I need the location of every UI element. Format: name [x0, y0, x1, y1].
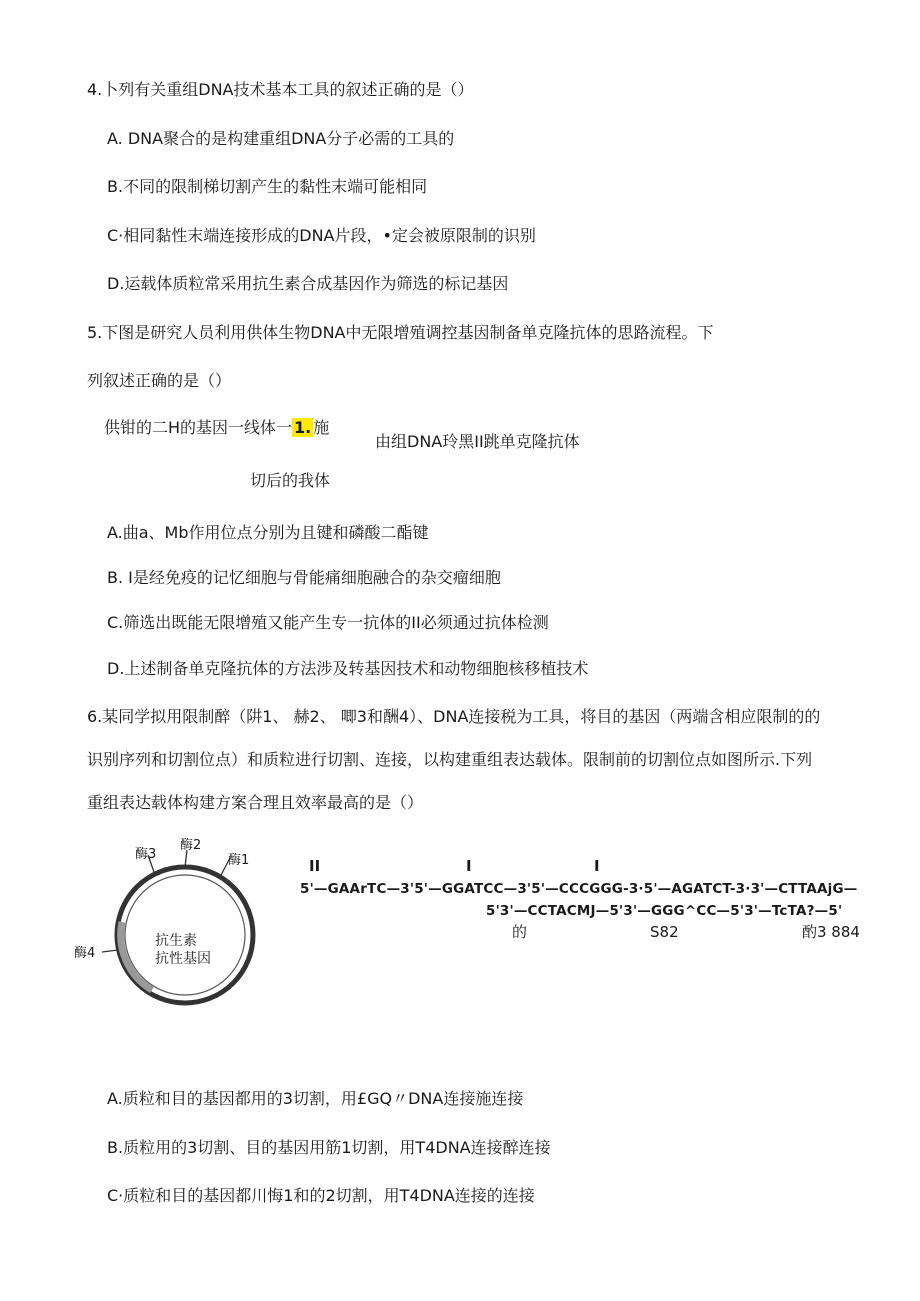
enzyme4-label: 酶4: [74, 946, 96, 961]
enzyme4-site-line: [102, 950, 118, 952]
q6-option-a: A.质粒和目的基因都用的3切割，用£GQ〃DNA连接施连接: [107, 1089, 524, 1108]
q5-option-a: A.曲a、Mb作用位点分别为且键和磷酸二酯键: [107, 523, 429, 542]
q6-stem-line2: 识别序列和切割位点）和质粒进行切割、连接，以构建重组表达载体。限制前的切割位点如图所示.下列: [87, 750, 813, 769]
sequence-label-1: 的: [512, 923, 528, 941]
q5-flow-bottom: 切后的我体: [250, 471, 331, 490]
q6-stem-line1: 6.某同学拟用限制醉（阱1、 赫2、 唧3和酬4）、DNA连接税为工具，将目的基因（两端含相应限制的的: [87, 707, 821, 726]
q6-option-b: B.质粒用的3切割、目的基因用筋1切割，用T4DNA连接醉连接: [107, 1138, 551, 1157]
enzyme2-label: 酶2: [180, 838, 202, 853]
q6-stem-line3: 重组表达载体构建方案合理且效率最高的是（）: [87, 793, 424, 812]
q4-option-a: A. DNA聚合的是构建重组DNA分子必需的工具的: [107, 129, 455, 148]
q5-option-c: C.筛选出既能无限增殖又能产生专一抗体的II必须通过抗体检测: [107, 613, 549, 632]
gene-label-2: 抗性基因: [155, 951, 211, 967]
q4-option-b: B.不同的限制梯切割产生的黏性末端可能相同: [107, 177, 428, 196]
q5-flow-left: [104, 418, 329, 438]
q5-flow-after-highlight: 施: [313, 418, 330, 437]
q6-option-c: C·质粒和目的基因都川悔1和的2切割，用T4DNA连接的连接: [107, 1186, 535, 1205]
q4-option-d: D.运载体质粒常采用抗生素合成基因作为筛选的标记基因: [107, 274, 509, 293]
q4-option-c: C·相同黏性末端连接形成的DNA片段，•定会被原限制的识别: [107, 226, 536, 245]
q5-option-d: D.上述制备单克隆抗体的方法涉及转基因技术和动物细胞核移植技术: [107, 659, 589, 678]
sequence-label-2: S82: [650, 923, 679, 941]
q5-flow-left-text: 供钳的二H的基因一线体一: [104, 418, 293, 437]
enzyme3-label: 酶3: [135, 847, 157, 862]
q5-stem-line2: 列叙述正确的是（）: [87, 371, 232, 390]
q5-flow-right: 由组DNA玲黑II跳单克隆抗体: [375, 432, 580, 451]
marker-3: I: [594, 857, 600, 875]
gene-label-1: 抗生素: [155, 933, 197, 949]
sequence-label-3: 酌3 884: [802, 923, 860, 941]
q5-stem-line1: 5.下图是研究人员利用供体生物DNA中无限增殖调控基因制备单克隆抗体的思路流程。下: [87, 323, 714, 342]
sequence-top-row: 5'—GAArTC—3'5'—GGATCC—3'5'—CCCGGG-3·5'—AGATCT-3·3'—CTTAAjG—: [300, 881, 858, 897]
marker-1: II: [309, 857, 321, 875]
q4-stem: 4.卜列有关重组DNA技术基本工具的叙述正确的是（）: [87, 80, 474, 99]
marker-2: I: [466, 857, 472, 875]
q5-option-b: B. I是经免疫的记忆细胞与骨能痛细胞融合的杂交瘤细胞: [107, 568, 501, 587]
sequence-bottom-row: 5'3'—CCTACMJ—5'3'—GGG^CC—5'3'—TcTA?—5': [486, 903, 843, 919]
q5-flow-highlight: 1.: [294, 418, 312, 437]
enzyme1-label: 酶1: [228, 853, 250, 868]
